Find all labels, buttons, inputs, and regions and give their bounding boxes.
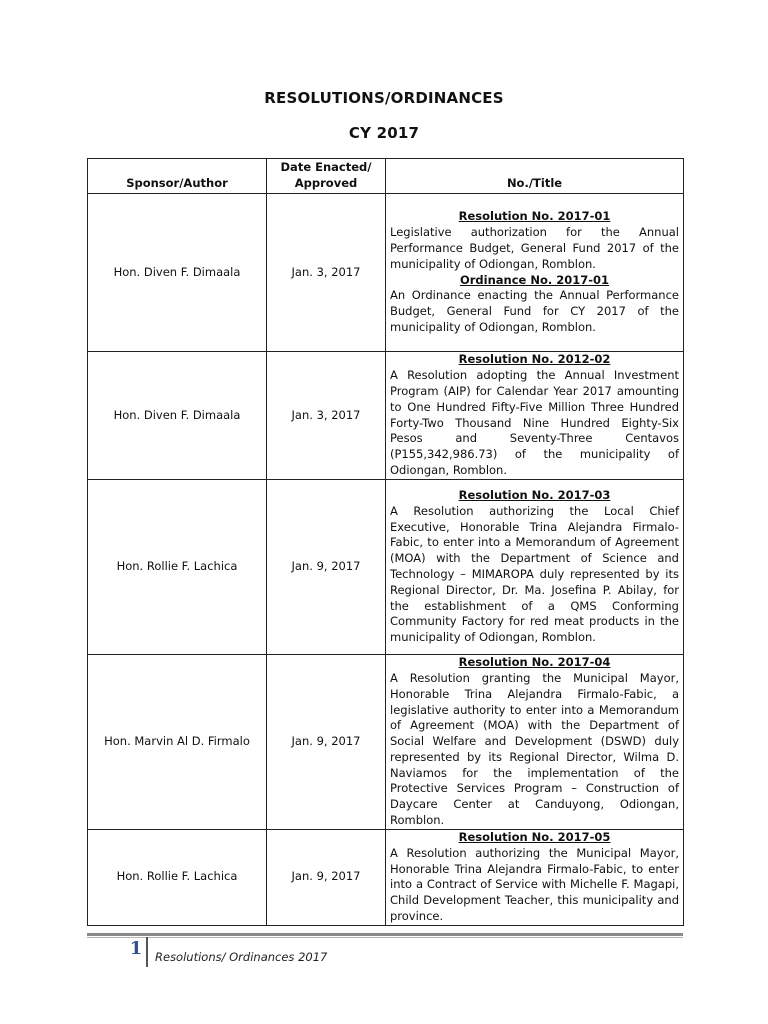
resolution-description: A Resolution authorizing the Municipal Mayor, Honorable Trina Alejandra Firmalo-Fabic, to enter into a Contract of Service with Michelle F. Magapi, Child Development Teacher, this municipality and province. [390,845,679,923]
document-title: RESOLUTIONS/ORDINANCES [264,89,504,107]
title-cell [386,194,684,352]
table-body [88,194,684,926]
document-subtitle: CY 2017 [348,124,420,142]
footer-rule [87,933,683,936]
table-row [88,480,684,655]
footer-text: Resolutions/ Ordinances 2017 [155,950,328,964]
footer-rule-thin [87,937,683,938]
header-sponsor: Sponsor/Author [88,159,267,194]
title-cell [386,830,684,926]
sponsor-cell: Hon. Diven F. Dimaala [88,352,267,480]
header-title: No./Title [386,159,684,194]
resolution-number: Ordinance No. 2017-01 [459,272,610,287]
title-cell [386,352,684,480]
resolution-description: A Resolution authorizing the Local Chief Executive, Honorable Trina Alejandra Firmalo-Fabic, to enter into a Memorandum of Agreement (MOA) with the Department of Science and Technology – MIMAROPA duly represented by its Regional Director, Dr. Ma. Josefina P. Abilay, for the establishment of a QMS Conforming Community Factory for red meat products in the municipality of Odiongan, Romblon. [390,503,679,645]
resolution-description: An Ordinance enacting the Annual Performance Budget, General Fund for CY 2017 of the municipality of Odiongan, Romblon. [390,288,679,334]
sponsor-cell: Hon. Rollie F. Lachica [88,830,267,926]
date-cell: Jan. 3, 2017 [267,352,386,480]
header-date [267,159,386,194]
footer-divider [146,937,148,967]
resolution-description: A Resolution granting the Municipal Mayor, Honorable Trina Alejandra Firmalo-Fabic, a legislative authority to enter into a Memorandum of Agreement (MOA) with the Department of Social Welfare and Development (DSWD) duly represented by its Regional Director, Wilma D. Naviamos for the implementation of the Protective Services Program – Construction of Daycare Center at Canduyong, Odiongan, Romblon. [390,670,679,828]
table-row [88,194,684,352]
table-row [88,655,684,830]
resolution-description: A Resolution adopting the Annual Investment Program (AIP) for Calendar Year 2017 amounting to One Hundred Fifty-Five Million Three Hundred Forty-Two Thousand Nine Hundred Eighty-Six Pesos and Seventy-Three Centavos (P155,342,986.73) of the municipality of Odiongan, Romblon. [390,368,679,477]
header-date-line1: Date Enacted/ [280,160,372,175]
resolution-number: Resolution No. 2017-04 [458,655,611,670]
resolution-number: Resolution No. 2012-02 [458,352,611,367]
date-cell: Jan. 9, 2017 [267,480,386,655]
resolution-number: Resolution No. 2017-05 [458,830,611,844]
date-cell: Jan. 9, 2017 [267,655,386,830]
table-header-row [88,159,684,194]
sponsor-cell: Hon. Rollie F. Lachica [88,480,267,655]
resolution-description: Legislative authorization for the Annual Performance Budget, General Fund 2017 of the municipality of Odiongan, Romblon. [390,225,679,271]
page-number: 1 [129,938,143,959]
title-cell [386,480,684,655]
resolutions-table [87,158,684,926]
sponsor-cell: Hon. Diven F. Dimaala [88,194,267,352]
date-cell: Jan. 3, 2017 [267,194,386,352]
table-row [88,830,684,926]
date-cell: Jan. 9, 2017 [267,830,386,926]
table-row [88,352,684,480]
resolution-number: Resolution No. 2017-03 [458,488,611,503]
sponsor-cell: Hon. Marvin Al D. Firmalo [88,655,267,830]
title-cell [386,655,684,830]
header-date-line2: Approved [294,176,358,191]
resolution-number: Resolution No. 2017-01 [458,209,611,224]
